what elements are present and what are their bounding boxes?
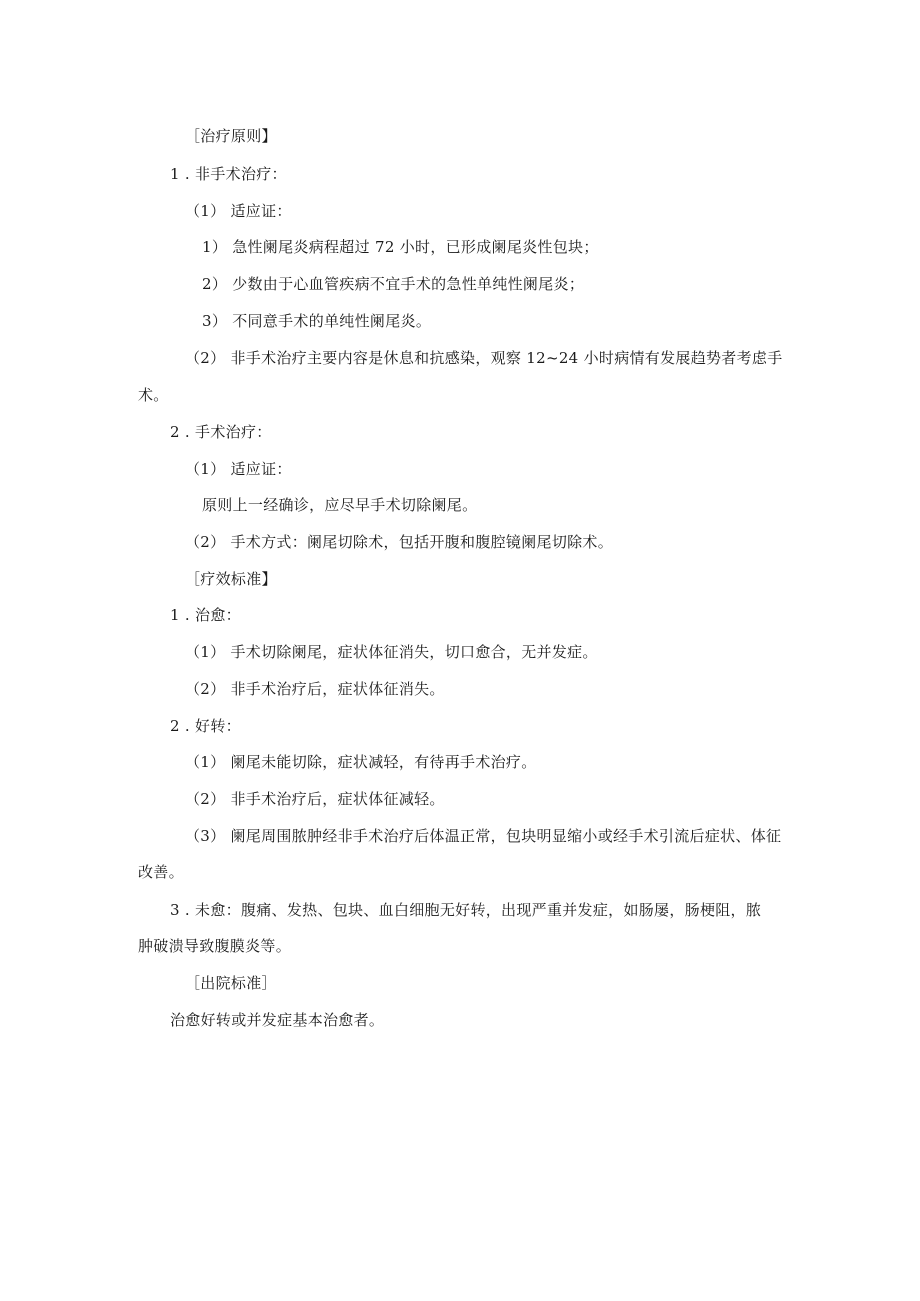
nonsurgical-content: （2） 非手术治疗主要内容是休息和抗感染，观察 12~24 小时病情有发展趋势者考虑手 xyxy=(185,349,783,367)
improved-criterion-3-continued: 改善。 xyxy=(138,863,184,881)
surgical-method: （2） 手术方式：阑尾切除术，包括开腹和腹腔镜阑尾切除术。 xyxy=(185,533,614,551)
surgical-principle: 原则上一经确诊，应尽早手术切除阑尾。 xyxy=(202,496,478,514)
nonsurgical-content-continued: 术。 xyxy=(138,386,169,404)
item-cured: 1 . 治愈： xyxy=(170,606,241,624)
cured-criterion-1: （1） 手术切除阑尾，症状体征消失，切口愈合，无并发症。 xyxy=(185,643,598,661)
indication-2: 2） 少数由于心血管疾病不宜手术的急性单纯性阑尾炎； xyxy=(202,275,585,293)
improved-criterion-3: （3） 阑尾周围脓肿经非手术治疗后体温正常，包块明显缩小或经手术引流后症状、体征 xyxy=(185,827,782,845)
discharge-criterion: 治愈好转或并发症基本治愈者。 xyxy=(170,1011,385,1029)
section-heading-efficacy-standard: ［疗效标准】 xyxy=(185,570,277,588)
improved-criterion-1: （1） 阑尾未能切除，症状减轻，有待再手术治疗。 xyxy=(185,753,537,771)
item-not-cured-continued: 肿破溃导致腹膜炎等。 xyxy=(138,937,292,955)
indication-1: 1） 急性阑尾炎病程超过 72 小时，已形成阑尾炎性包块； xyxy=(202,238,599,256)
indication-3: 3） 不同意手术的单纯性阑尾炎。 xyxy=(202,312,432,330)
improved-criterion-2: （2） 非手术治疗后，症状体征减轻。 xyxy=(185,790,445,808)
item-not-cured: 3 . 未愈：腹痛、发热、包块、血白细胞无好转，出现严重并发症，如肠屡，肠梗阻，脓 xyxy=(170,901,762,919)
item-surgical-treatment: 2 . 手术治疗： xyxy=(170,423,272,441)
item-improved: 2 . 好转： xyxy=(170,717,241,735)
subitem-indications: （1） 适应证： xyxy=(185,202,292,220)
surgical-indications: （1） 适应证： xyxy=(185,460,292,478)
item-nonsurgical-treatment: 1 . 非手术治疗： xyxy=(170,165,287,183)
section-heading-discharge-standard: ［出院标准］ xyxy=(185,974,277,992)
cured-criterion-2: （2） 非手术治疗后，症状体征消失。 xyxy=(185,680,445,698)
section-heading-treatment-principles: ［治疗原则】 xyxy=(185,127,277,145)
